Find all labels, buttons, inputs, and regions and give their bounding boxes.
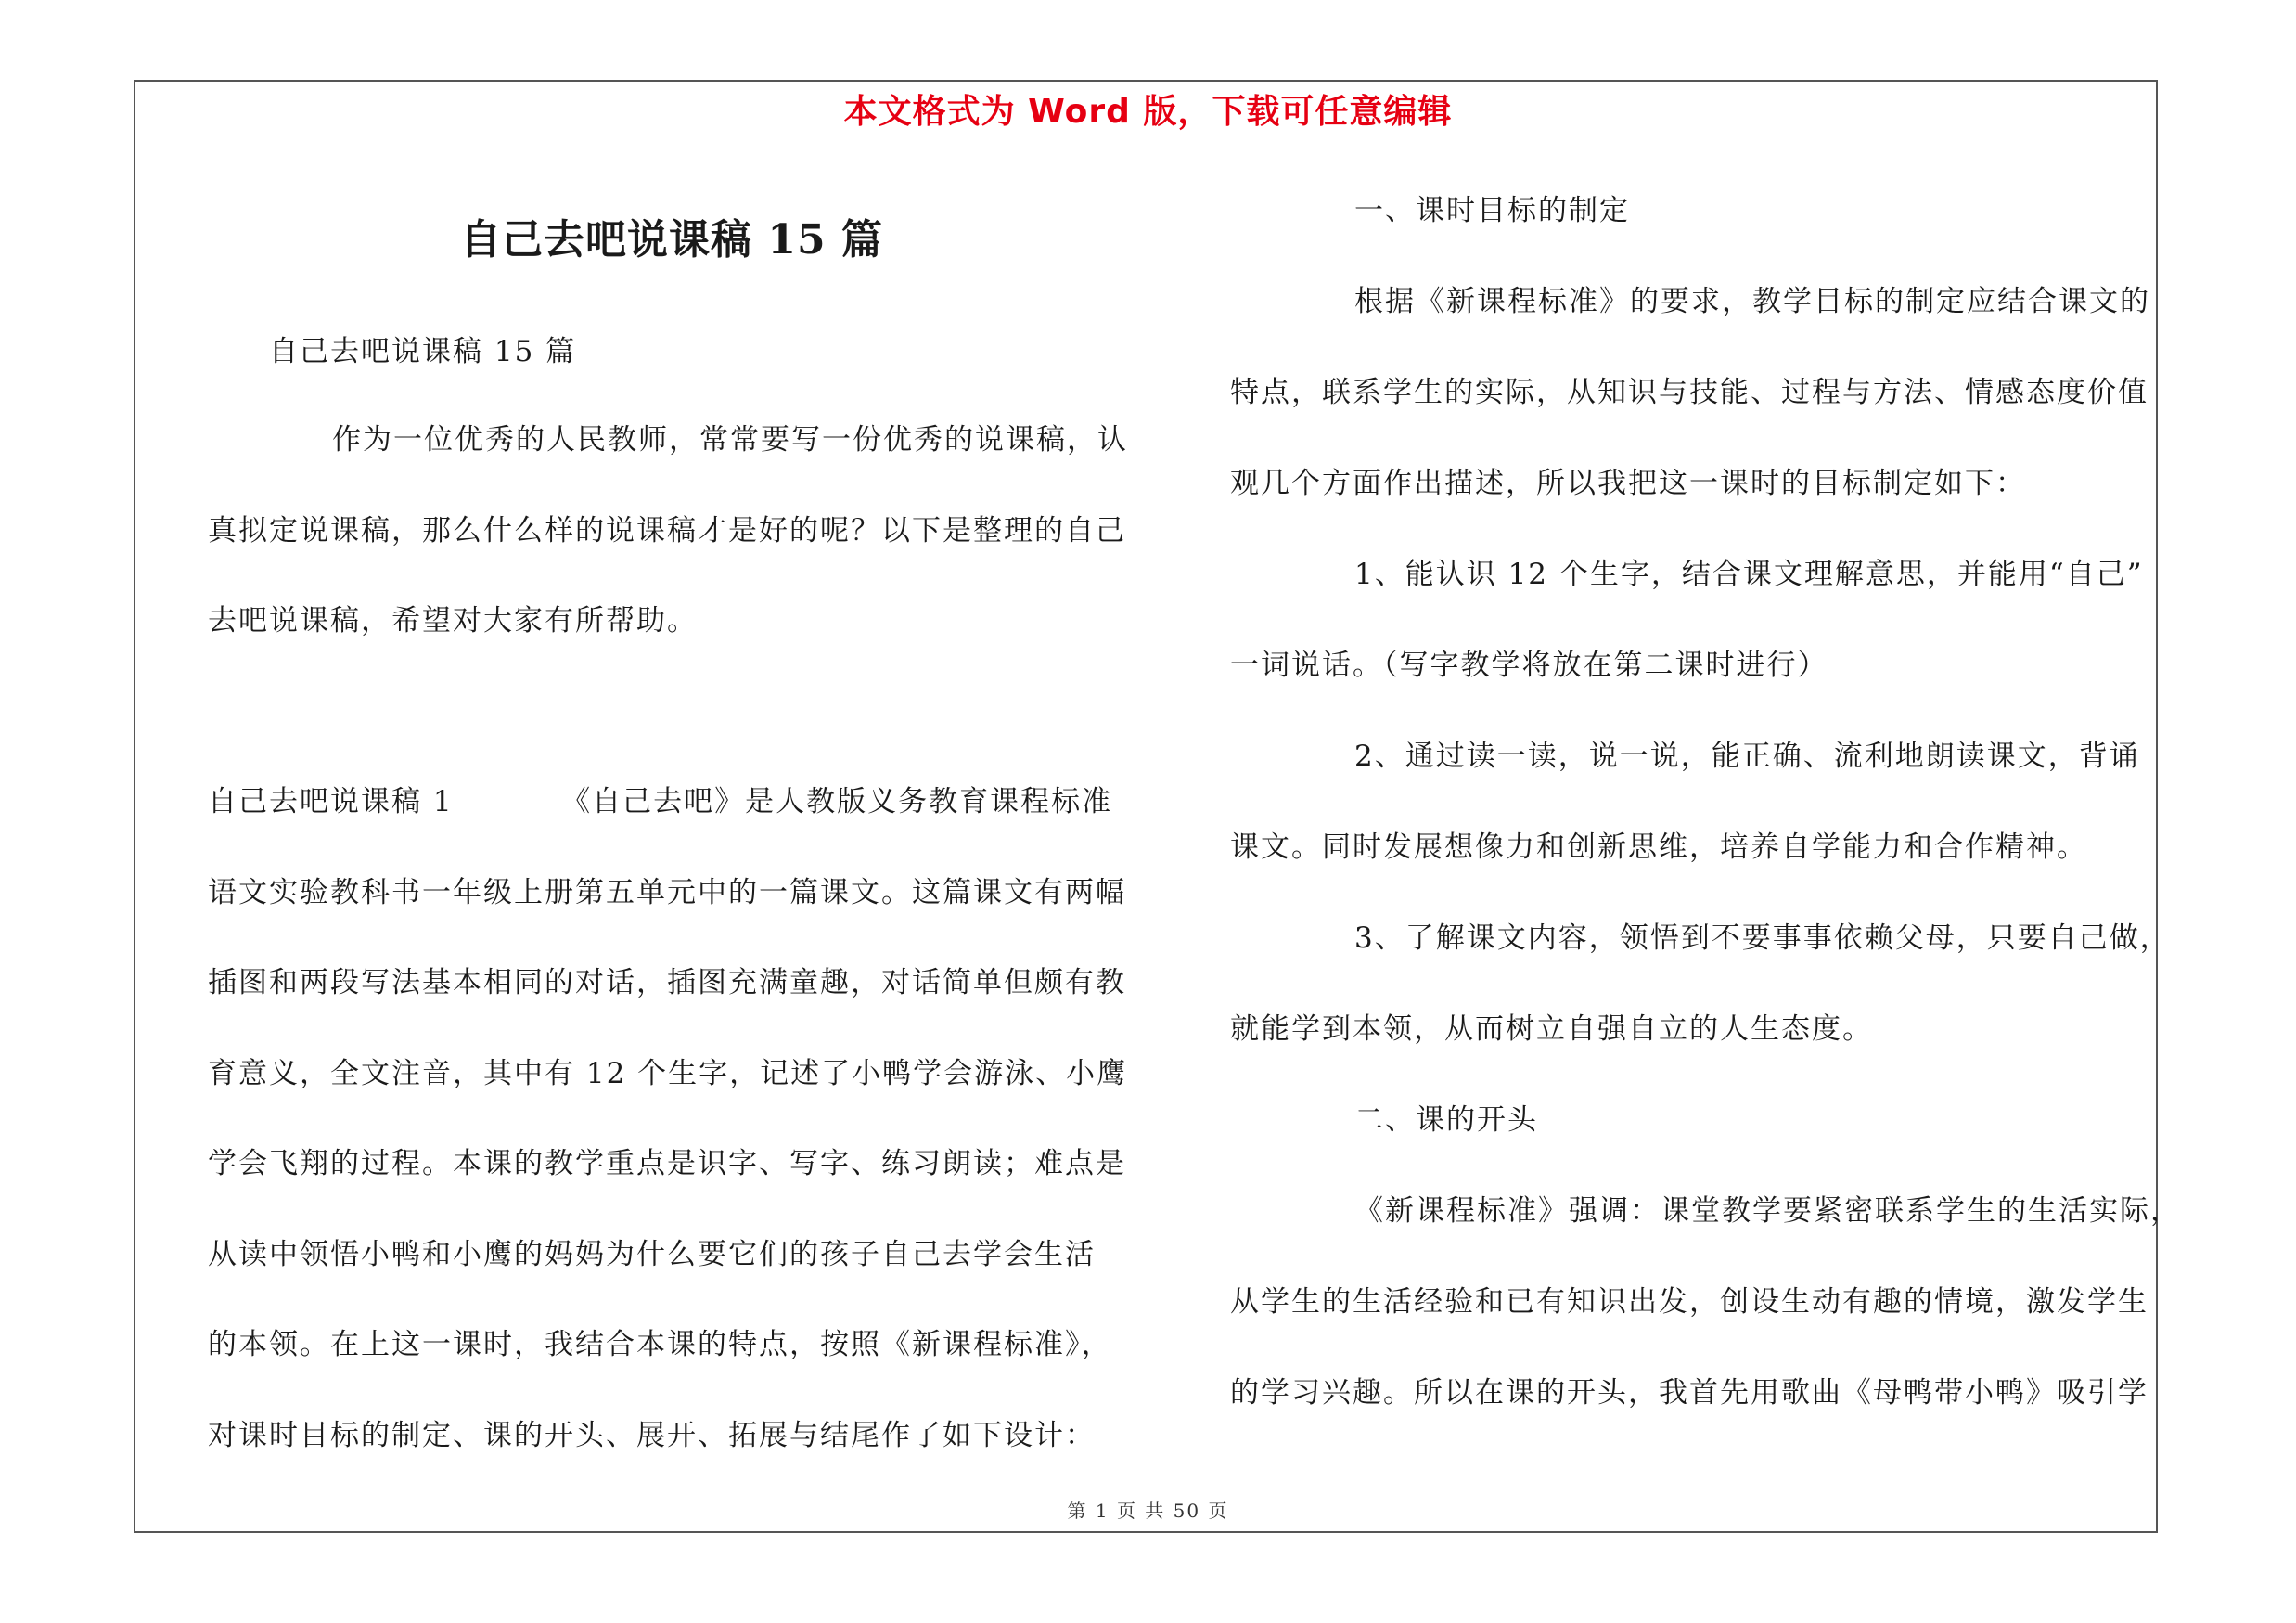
- paragraph-line: 插图和两段写法基本相同的对话，插图充满童趣，对话简单但颇有教: [208, 966, 1126, 999]
- paragraph-line: 《新课程标准》强调：课堂教学要紧密联系学生的生活实际，: [1354, 1194, 2181, 1228]
- paragraph-line: 真拟定说课稿，那么什么样的说课稿才是好的呢？以下是整理的自己: [208, 514, 1126, 547]
- paragraph-line: 从读中领悟小鸭和小鹰的妈妈为什么要它们的孩子自己去学会生活: [208, 1238, 1096, 1271]
- paragraph-line: 课文。同时发展想像力和创新思维，培养自学能力和合作精神。: [1230, 831, 2087, 864]
- paragraph-line: 去吧说课稿，希望对大家有所帮助。: [208, 604, 698, 638]
- paragraph-line: 1、能认识 12 个生字，结合课文理解意思，并能用“自己”: [1354, 558, 2144, 591]
- paragraph-line: 作为一位优秀的人民教师，常常要写一份优秀的说课稿，认: [332, 423, 1128, 457]
- paragraph-line: 学会飞翔的过程。本课的教学重点是识字、写字、练习朗读；难点是: [208, 1147, 1126, 1180]
- paragraph-line: 的学习兴趣。所以在课的开头，我首先用歌曲《母鸭带小鸭》吸引学: [1230, 1376, 2148, 1410]
- paragraph-line: 一词说话。（写字教学将放在第二课时进行）: [1230, 649, 1828, 682]
- paragraph-line: 观几个方面作出描述，所以我把这一课时的目标制定如下：: [1230, 467, 2026, 500]
- paragraph-line: 育意义，全文注音，其中有 12 个生字，记述了小鸭学会游泳、小鹰: [208, 1057, 1128, 1090]
- document-title: 自己去吧说课稿 15 篇: [460, 216, 883, 264]
- section-heading-line: 自己去吧说课稿 1 《自己去吧》是人教版义务教育课程标准: [208, 785, 1113, 818]
- subtitle-line: 自己去吧说课稿 15 篇: [269, 335, 577, 368]
- paragraph-line: 根据《新课程标准》的要求，教学目标的制定应结合课文的: [1354, 285, 2150, 318]
- page-number-footer: 第 1 页 共 50 页: [1067, 1500, 1229, 1522]
- section-heading-line: 二、课的开头: [1354, 1103, 1538, 1137]
- section-heading-line: 一、课时目标的制定: [1354, 194, 1630, 227]
- format-banner: 本文格式为 Word 版，下载可任意编辑: [843, 93, 1453, 131]
- paragraph-line: 3、了解课文内容，领悟到不要事事依赖父母，只要自己做，: [1354, 921, 2171, 955]
- paragraph-line: 就能学到本领，从而树立自强自立的人生态度。: [1230, 1012, 1873, 1046]
- paragraph-line: 的本领。在上这一课时，我结合本课的特点，按照《新课程标准》，: [208, 1328, 1112, 1361]
- paragraph-line: 语文实验教科书一年级上册第五单元中的一篇课文。这篇课文有两幅: [208, 876, 1126, 909]
- paragraph-line: 对课时目标的制定、课的开头、展开、拓展与结尾作了如下设计：: [208, 1419, 1096, 1452]
- paragraph-line: 从学生的生活经验和已有知识出发，创设生动有趣的情境，激发学生: [1230, 1285, 2148, 1319]
- paragraph-line: 特点，联系学生的实际，从知识与技能、过程与方法、情感态度价值: [1230, 376, 2148, 409]
- paragraph-line: 2、通过读一读，说一说，能正确、流利地朗读课文，背诵: [1354, 740, 2140, 773]
